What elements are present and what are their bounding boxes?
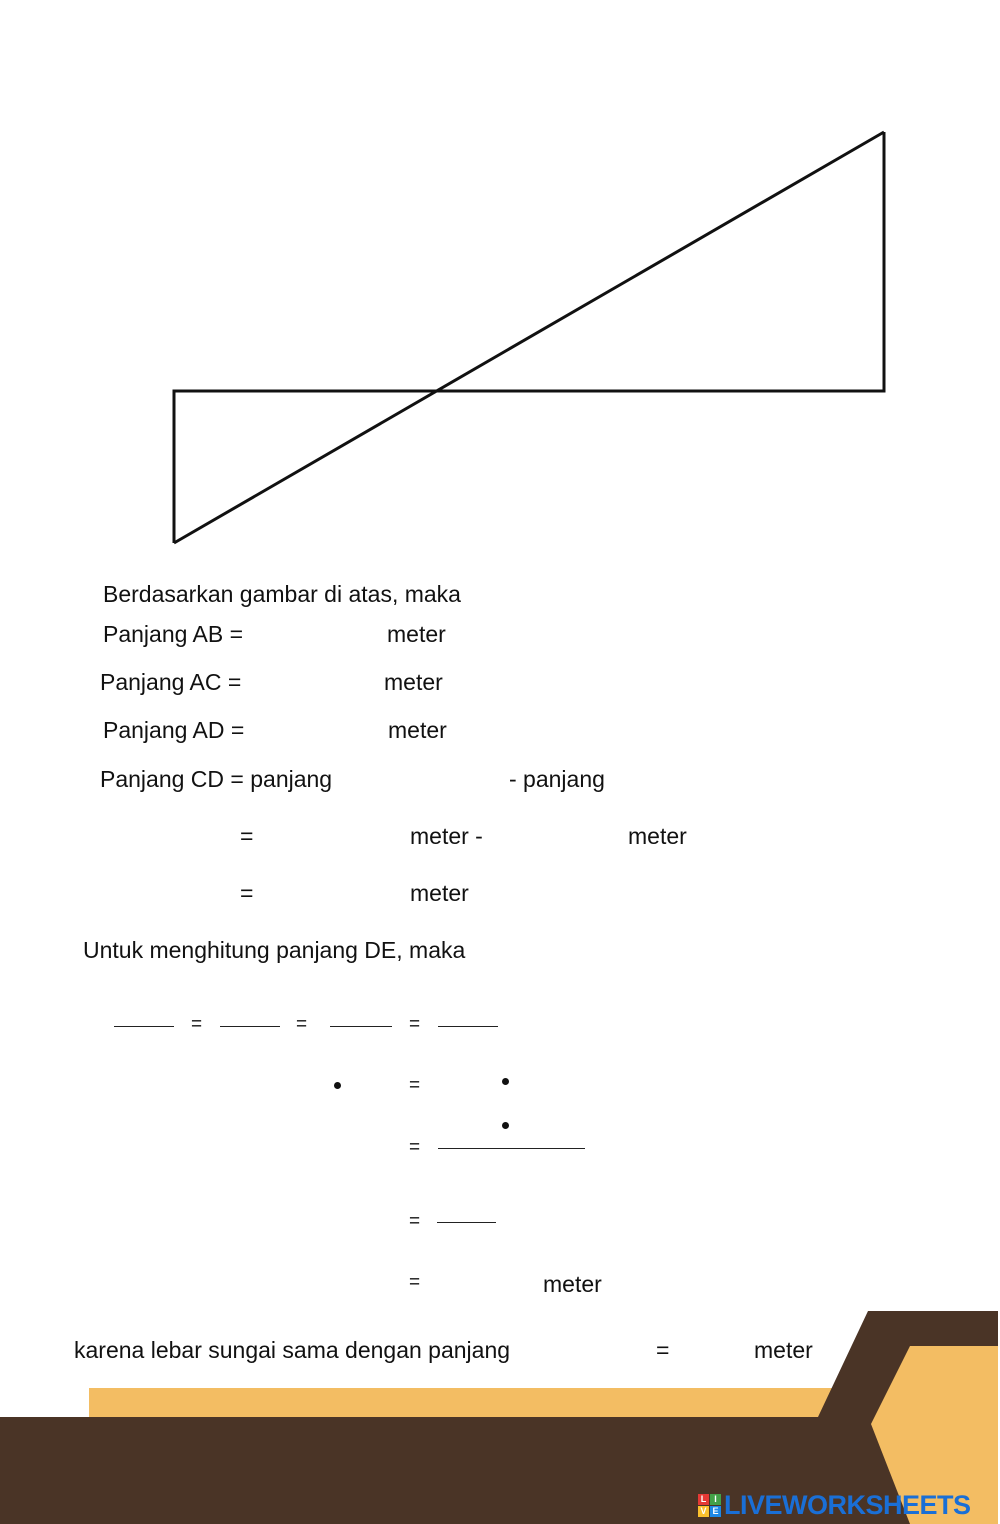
logo-letter: V	[698, 1506, 709, 1517]
result-unit: meter	[543, 1271, 602, 1297]
ac-unit: meter	[384, 669, 443, 695]
conclusion-eq: =	[656, 1337, 670, 1363]
equals-sign: =	[409, 1014, 421, 1035]
equals-sign: =	[409, 1272, 421, 1293]
conclusion-unit: meter	[754, 1337, 813, 1363]
logo-letter: I	[710, 1494, 721, 1505]
de-intro: Untuk menghitung panjang DE, maka	[83, 937, 466, 963]
fraction-line	[330, 1026, 392, 1027]
fraction-line	[437, 1222, 496, 1223]
logo-letter: E	[710, 1506, 721, 1517]
equals-sign: =	[409, 1075, 421, 1096]
equals-sign: =	[409, 1137, 421, 1158]
logo-word: LIVEWORKSHEETS	[724, 1489, 971, 1520]
ad-unit: meter	[388, 717, 447, 743]
liveworksheets-logo	[698, 1490, 971, 1520]
fraction-line	[438, 1148, 585, 1149]
ac-label: Panjang AC =	[100, 669, 242, 695]
intro-text: Berdasarkan gambar di atas, maka	[103, 581, 461, 607]
equals-sign: =	[296, 1014, 308, 1035]
conclusion-text: karena lebar sungai sama dengan panjang	[74, 1337, 511, 1363]
cd-line3-unit: meter	[410, 880, 469, 906]
equals-sign: =	[409, 1211, 421, 1232]
logo-letter: L	[698, 1494, 709, 1505]
ab-label: Panjang AB =	[103, 621, 244, 647]
multiply-dot	[502, 1122, 509, 1129]
equals-sign: =	[191, 1014, 203, 1035]
cd-label: Panjang CD = panjang	[100, 766, 333, 792]
ab-unit: meter	[387, 621, 446, 647]
cd-minus: - panjang	[509, 766, 605, 792]
fraction-line	[220, 1026, 280, 1027]
cd-line3-eq: =	[240, 880, 254, 906]
logo-icon	[698, 1494, 721, 1517]
fraction-line	[438, 1026, 498, 1027]
cd-line2-unit2: meter	[628, 823, 687, 849]
ad-label: Panjang AD =	[103, 717, 245, 743]
multiply-dot	[334, 1082, 341, 1089]
cd-line2-eq: =	[240, 823, 254, 849]
fraction-line	[114, 1026, 174, 1027]
cd-line2-unit1: meter -	[410, 823, 483, 849]
diagonal-line	[174, 132, 884, 543]
multiply-dot	[502, 1078, 509, 1085]
